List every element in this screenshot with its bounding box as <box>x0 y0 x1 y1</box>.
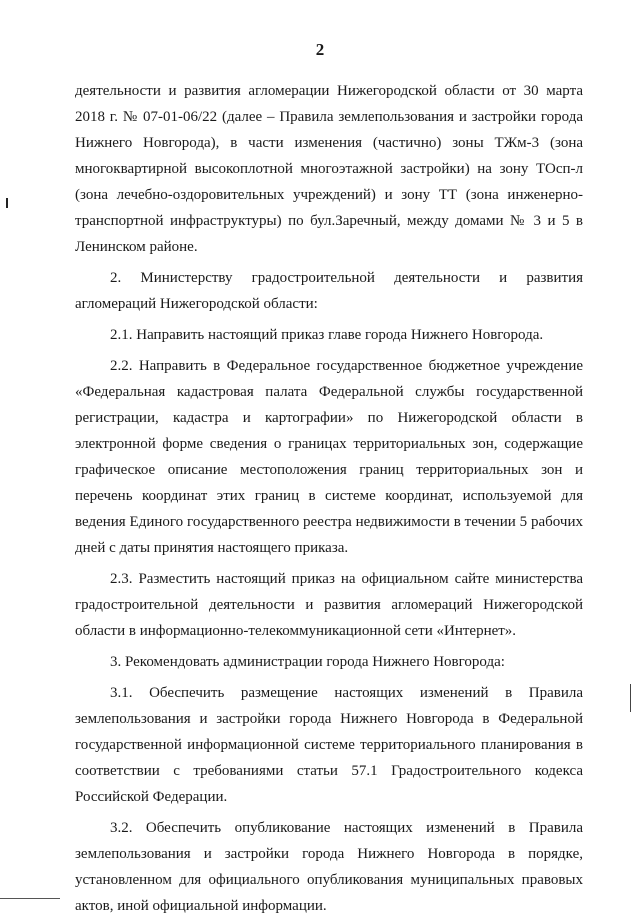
scan-artifact-line <box>0 898 60 899</box>
paragraph-item-2-3: 2.3. Разместить настоящий приказ на официальном сайте министерства градостроительной деятельности и развития агломераций Нижегородской области в информационно-телекоммуникационной сети «Интернет». <box>75 571 583 639</box>
page-number: 2 <box>315 40 325 59</box>
paragraph-item-2-1: 2.1. Направить настоящий приказ главе города Нижнего Новгорода. <box>110 327 544 343</box>
scan-artifact-mark <box>6 198 8 208</box>
paragraph-item-3: 3. Рекомендовать администрации города Нижнего Новгорода: <box>110 654 505 670</box>
document-body <box>75 78 583 919</box>
paragraph-item-2: 2. Министерству градостроительной деятельности и развития агломераций Нижегородской области: <box>75 270 583 312</box>
paragraph-continuation: деятельности и развития агломерации Нижегородской области от 30 марта 2018 г. № 07-01-06/22 (далее – Правила землепользования и застройки города Нижнего Новгорода), в части изменения (частично) зоны ТЖм-3 (зона многоквартирной высокоплотной многоэтажной застройки) на зону ТОсп-л (зона лечебно-оздоровительных учреждений) и зону ТТ (зона инженерно-транспортной инфраструктуры) по бул.Заречный, между домами № 3 и 5 в Ленинском районе. <box>75 83 583 255</box>
paragraph-item-3-2: 3.2. Обеспечить опубликование настоящих изменений в Правила землепользования и застройки города Нижнего Новгорода в порядке, установленном для официального опубликования муниципальных правовых актов, иной официальной информации. <box>75 820 583 914</box>
scan-artifact-mark <box>630 684 631 712</box>
paragraph-item-3-1: 3.1. Обеспечить размещение настоящих изменений в Правила землепользования и застройки города Нижнего Новгорода в Федеральной государственной информационной системе территориального планирования в соответствии с требованиями статьи 57.1 Градостроительного кодекса Российской Федерации. <box>75 685 583 805</box>
paragraph-item-2-2: 2.2. Направить в Федеральное государственное бюджетное учреждение «Федеральная кадастровая палата Федеральной службы государственной регистрации, кадастра и картографии» по Нижегородской области в электронной форме сведения о границах территориальных зон, содержащие графическое описание местоположения границ территориальных зон и перечень координат этих границ в системе координат, используемой для ведения Единого государственного реестра недвижимости в течении 5 рабочих дней с даты принятия настоящего приказа. <box>75 358 583 556</box>
